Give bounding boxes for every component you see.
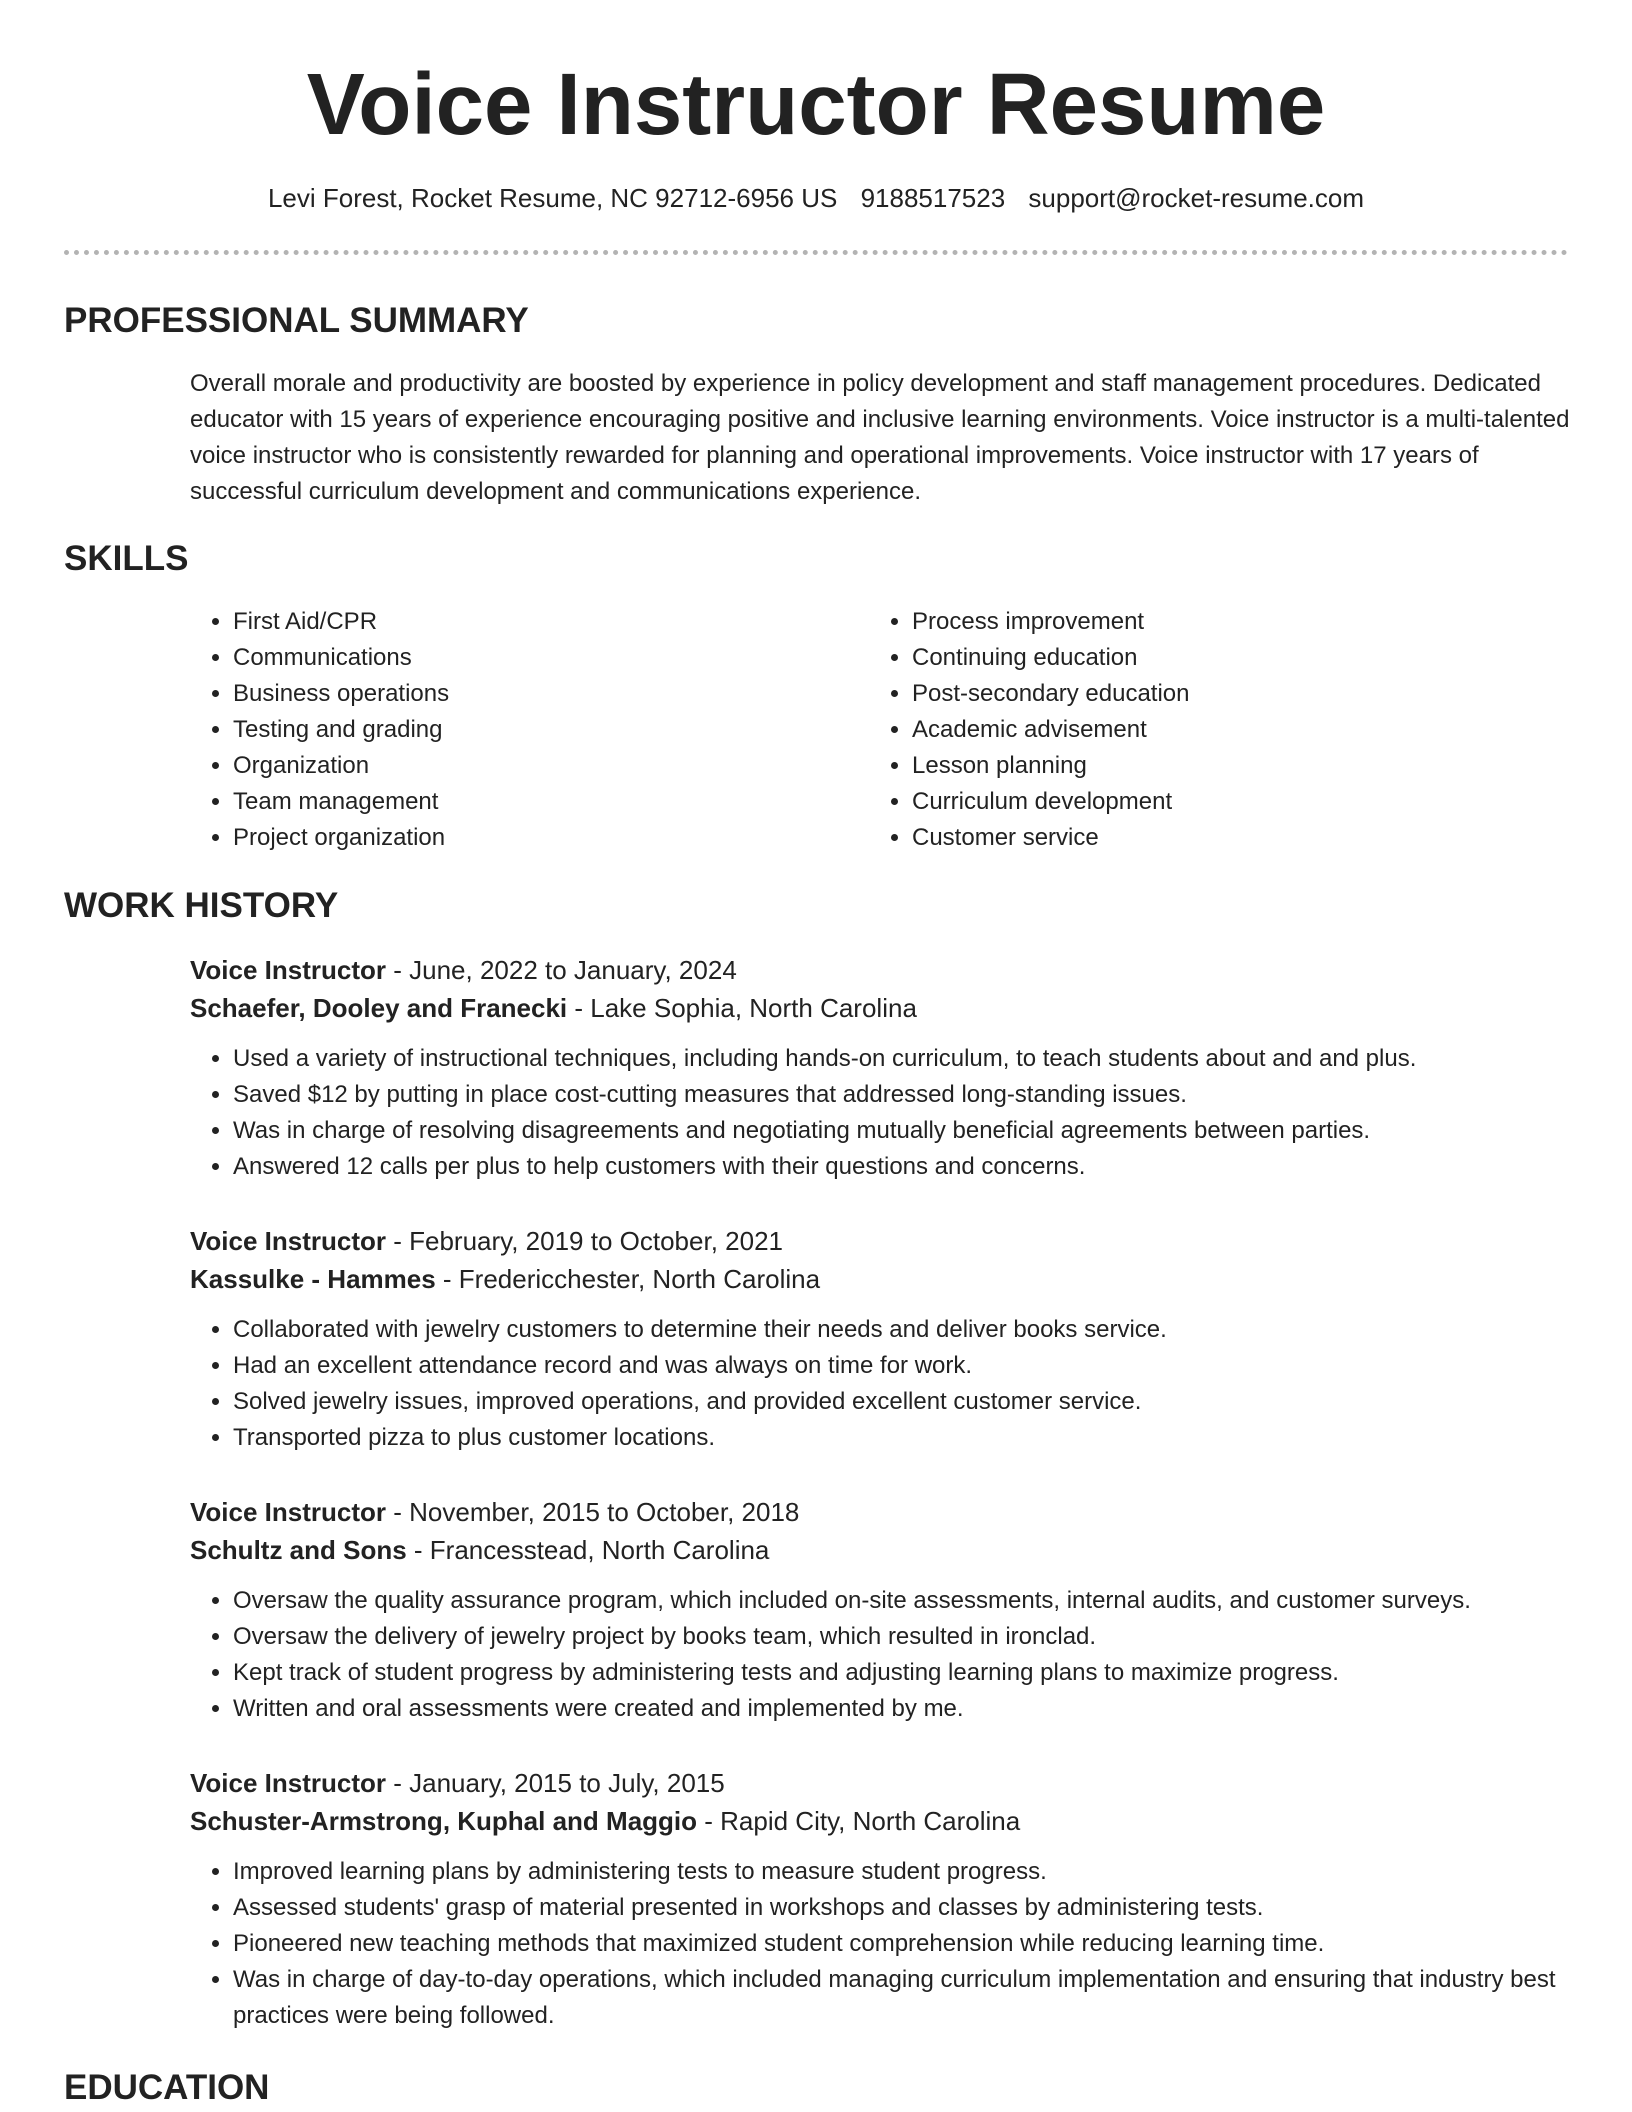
- job-location: - Rapid City, North Carolina: [697, 1806, 1021, 1836]
- job-title: Voice Instructor: [190, 1226, 387, 1256]
- job-dates: - January, 2015 to July, 2015: [386, 1768, 725, 1798]
- job-bullet: • Answered 12 calls per plus to help customers with their questions and concerns.: [233, 1149, 1580, 1185]
- skill-item: • Project organization: [233, 820, 449, 856]
- header-divider: [64, 250, 1568, 255]
- skills-heading: SKILLS: [64, 539, 189, 578]
- job-bullet: • Was in charge of resolving disagreements and negotiating mutually beneficial agreements between parties.: [233, 1113, 1580, 1149]
- job-location: - Francesstead, North Carolina: [406, 1535, 770, 1565]
- job-company: Kassulke - Hammes: [190, 1264, 436, 1294]
- resume-title: Voice Instructor Resume: [306, 56, 1326, 153]
- contact-phone: 9188517523: [860, 183, 1006, 213]
- skill-item: • Business operations: [233, 676, 449, 712]
- job-bullet: • Collaborated with jewelry customers to determine their needs and deliver books service.: [233, 1312, 1580, 1348]
- job-location: - Fredericchester, North Carolina: [435, 1264, 821, 1294]
- skill-item: • Customer service: [912, 820, 1190, 856]
- job-location: - Lake Sophia, North Carolina: [567, 993, 917, 1023]
- job-bullet: • Solved jewelry issues, improved operations, and provided excellent customer service.: [233, 1384, 1580, 1420]
- job-company-line: [190, 1531, 1580, 1569]
- job-dates: - November, 2015 to October, 2018: [386, 1497, 800, 1527]
- job-title-line: [190, 951, 1580, 989]
- job-bullet: • Had an excellent attendance record and was always on time for work.: [233, 1348, 1580, 1384]
- job-bullet: • Pioneered new teaching methods that maximized student comprehension while reducing learning time.: [233, 1926, 1580, 1962]
- skill-item: • Team management: [233, 784, 449, 820]
- work-history-heading: WORK HISTORY: [64, 886, 339, 925]
- job-bullet: • Kept track of student progress by administering tests and adjusting learning plans to maximize progress.: [233, 1655, 1580, 1691]
- skill-item: • First Aid/CPR: [233, 604, 449, 640]
- contact-line: [0, 180, 1632, 216]
- job-company: Schaefer, Dooley and Franecki: [190, 993, 568, 1023]
- job-bullet: • Improved learning plans by administering tests to measure student progress.: [233, 1854, 1580, 1890]
- skill-item: • Curriculum development: [912, 784, 1190, 820]
- skill-item: • Process improvement: [912, 604, 1190, 640]
- job-entry: [190, 951, 1580, 1185]
- job-entry: [190, 1764, 1580, 2034]
- skill-item: • Academic advisement: [912, 712, 1190, 748]
- skills-list-left: [190, 604, 449, 856]
- job-entry: [190, 1222, 1580, 1456]
- skill-item: • Testing and grading: [233, 712, 449, 748]
- job-company: Schultz and Sons: [190, 1535, 407, 1565]
- job-company: Schuster-Armstrong, Kuphal and Maggio: [190, 1806, 698, 1836]
- job-title-line: [190, 1493, 1580, 1531]
- education-heading: EDUCATION: [64, 2068, 270, 2107]
- job-bullet: • Was in charge of day-to-day operations, which included managing curriculum implementation and ensuring that industry best practices were being followed.: [233, 1962, 1580, 2034]
- job-entry: [190, 1493, 1580, 1727]
- job-bullet: • Oversaw the delivery of jewelry project by books team, which resulted in ironclad.: [233, 1619, 1580, 1655]
- skill-item: • Organization: [233, 748, 449, 784]
- job-company-line: [190, 1802, 1580, 1840]
- job-title-line: [190, 1222, 1580, 1260]
- skill-item: • Post-secondary education: [912, 676, 1190, 712]
- skill-item: • Communications: [233, 640, 449, 676]
- contact-address: Levi Forest, Rocket Resume, NC 92712-6956 US: [267, 183, 838, 213]
- job-bullet: • Written and oral assessments were created and implemented by me.: [233, 1691, 1580, 1727]
- job-bullet: • Assessed students' grasp of material presented in workshops and classes by administering tests.: [233, 1890, 1580, 1926]
- skills-list-right: [869, 604, 1190, 856]
- skill-item: • Lesson planning: [912, 748, 1190, 784]
- job-bullets: [190, 1854, 1580, 2034]
- job-dates: - February, 2019 to October, 2021: [386, 1226, 783, 1256]
- job-title: Voice Instructor: [190, 955, 387, 985]
- summary-heading: PROFESSIONAL SUMMARY: [64, 301, 529, 340]
- job-bullet: • Used a variety of instructional techniques, including hands-on curriculum, to teach students about and and plus.: [233, 1041, 1580, 1077]
- job-title-line: [190, 1764, 1580, 1802]
- skill-item: • Continuing education: [912, 640, 1190, 676]
- job-bullets: [190, 1041, 1580, 1185]
- job-dates: - June, 2022 to January, 2024: [386, 955, 737, 985]
- job-title: Voice Instructor: [190, 1497, 387, 1527]
- summary-text: Overall morale and productivity are boosted by experience in policy development and staff management procedures. Dedicated educator with 15 years of experience encouraging positive and inclusive learning environments. Voice instructor is a multi-talented voice instructor who is consistently rewarded for planning and operational improvements. Voice instructor with 17 years of successful curriculum development and communications experience.: [190, 370, 1570, 505]
- job-company-line: [190, 1260, 1580, 1298]
- job-bullets: [190, 1312, 1580, 1456]
- contact-email: support@rocket-resume.com: [1028, 183, 1365, 213]
- job-bullets: [190, 1583, 1580, 1727]
- job-bullet: • Transported pizza to plus customer locations.: [233, 1420, 1580, 1456]
- job-company-line: [190, 989, 1580, 1027]
- job-bullet: • Saved $12 by putting in place cost-cutting measures that addressed long-standing issues.: [233, 1077, 1580, 1113]
- job-bullet: • Oversaw the quality assurance program, which included on-site assessments, internal audits, and customer surveys.: [233, 1583, 1580, 1619]
- job-title: Voice Instructor: [190, 1768, 387, 1798]
